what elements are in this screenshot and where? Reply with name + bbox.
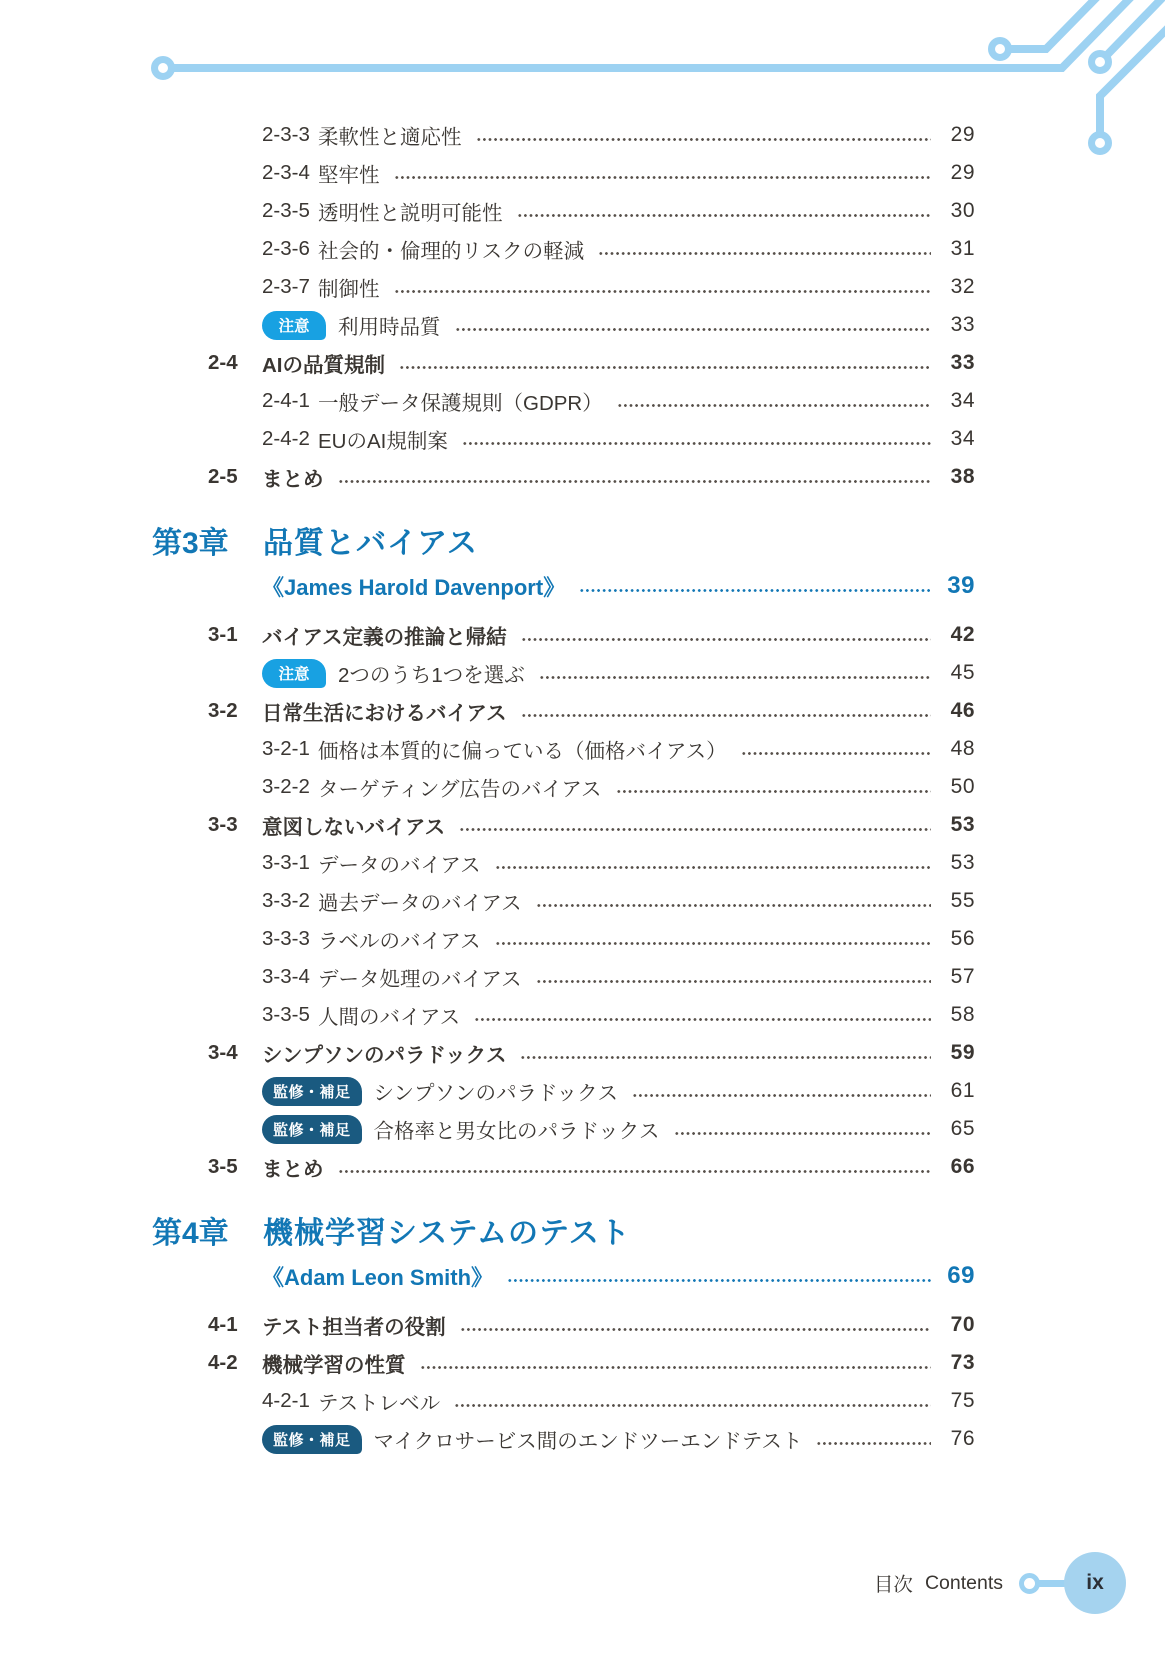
dotted-leader [617, 401, 931, 410]
dotted-leader [399, 363, 931, 372]
toc-entry-title: AIの品質規制 [262, 354, 385, 377]
toc-entry-title: データのバイアス [318, 854, 481, 877]
toc-entry-page: 75 [950, 1389, 975, 1412]
toc-entry-title: 透明性と説明可能性 [318, 202, 503, 225]
dotted-leader [579, 586, 931, 595]
toc-entry-page: 45 [950, 661, 975, 684]
toc-entry-number: 3-3-2 [262, 889, 310, 912]
dotted-leader [495, 863, 931, 872]
supervisor-note-badge: 監修・補足 [262, 1115, 362, 1144]
toc-entry [152, 230, 975, 268]
dotted-leader [394, 287, 932, 296]
dotted-leader [394, 173, 932, 182]
toc-entry-title: 過去データのバイアス [318, 892, 522, 915]
toc-entry-page: 58 [950, 1003, 975, 1026]
toc-entry [152, 116, 975, 154]
toc-list [152, 0, 975, 1458]
toc-entry-title: 機械学習の性質 [262, 1354, 406, 1377]
chapter-title: 機械学習システムのテスト [263, 1217, 631, 1250]
toc-entry-number: 2-3-3 [262, 123, 310, 146]
dotted-leader [454, 1401, 931, 1410]
toc-entry-title: まとめ [262, 1158, 324, 1181]
toc-entry-page: 66 [950, 1155, 975, 1178]
toc-entry-title: EUのAI規制案 [318, 430, 448, 453]
page-number-bubble [1064, 1552, 1126, 1614]
dotted-leader [598, 249, 931, 258]
toc-entry-page: 33 [950, 351, 975, 374]
toc-entry-title: シンプソンのパラドックス [262, 1044, 507, 1067]
toc-entry-number: 3-3-3 [262, 927, 310, 950]
toc-entry-page: 61 [950, 1079, 975, 1102]
toc-entry-number: 3-4 [208, 1041, 238, 1064]
circuit-trace [1011, 0, 1100, 49]
circuit-node-icon [992, 41, 1009, 58]
toc-entry-page: 46 [950, 699, 975, 722]
toc-entry-page: 48 [950, 737, 975, 760]
toc-entry-number: 3-2-2 [262, 775, 310, 798]
toc-entry [152, 692, 975, 730]
toc-entry-number: 2-3-4 [262, 161, 310, 184]
toc-entry [152, 344, 975, 382]
toc-entry-title: バイアス定義の推論と帰結 [262, 626, 507, 649]
toc-entry-page: 34 [950, 389, 975, 412]
toc-entry-page: 56 [950, 927, 975, 950]
toc-entry [152, 1034, 975, 1072]
toc-entry [152, 382, 975, 420]
dotted-leader [455, 325, 932, 334]
dotted-leader [507, 1276, 931, 1285]
toc-entry-title: シンプソンのパラドックス [373, 1082, 618, 1105]
toc-entry [152, 806, 975, 844]
toc-entry [152, 996, 975, 1034]
toc-entry-number: 3-2-1 [262, 737, 310, 760]
toc-entry [152, 1420, 975, 1458]
toc-entry-page: 73 [950, 1351, 975, 1374]
dotted-leader [420, 1363, 932, 1372]
dotted-leader [520, 1053, 931, 1062]
dotted-leader [495, 939, 931, 948]
dotted-leader [474, 1015, 931, 1024]
toc-entry [152, 958, 975, 996]
toc-entry-page: 65 [950, 1117, 975, 1140]
toc-entry-title: テストレベル [318, 1392, 441, 1415]
toc-entry [152, 458, 975, 496]
footer-node-icon [1019, 1573, 1040, 1594]
chapter-number: 第3章 [152, 527, 229, 560]
toc-entry-number: 2-3-7 [262, 275, 310, 298]
chapter-author: 《James Harold Davenport》 [262, 574, 566, 600]
toc-entry-number: 3-3-4 [262, 965, 310, 988]
circuit-node-icon [1092, 135, 1109, 152]
note-badge: 注意 [262, 659, 326, 688]
chapter-heading [152, 518, 975, 564]
toc-entry-number: 3-5 [208, 1155, 238, 1178]
chapter-author: 《Adam Leon Smith》 [262, 1264, 494, 1290]
dotted-leader [521, 635, 931, 644]
dotted-leader [816, 1439, 931, 1448]
toc-entry-number: 3-1 [208, 623, 238, 646]
dotted-leader [338, 477, 932, 486]
toc-entry-page: 53 [950, 851, 975, 874]
toc-entry [152, 616, 975, 654]
toc-entry [152, 882, 975, 920]
toc-entry-page: 29 [950, 161, 975, 184]
toc-entry-page: 32 [950, 275, 975, 298]
toc-entry-page: 53 [950, 813, 975, 836]
toc-entry-title: 利用時品質 [338, 316, 441, 339]
toc-entry [152, 844, 975, 882]
dotted-leader [521, 711, 931, 720]
toc-entry-title: 柔軟性と適応性 [318, 126, 462, 149]
toc-entry-title: 2つのうち1つを選ぶ [338, 664, 525, 687]
toc-entry-page: 76 [950, 1427, 975, 1450]
footer-connector-line [1038, 1580, 1066, 1587]
toc-entry-number: 3-2 [208, 699, 238, 722]
toc-entry-page: 70 [950, 1313, 975, 1336]
toc-entry [152, 1072, 975, 1110]
toc-entry-title: 社会的・倫理的リスクの軽減 [318, 240, 585, 263]
toc-entry [152, 654, 975, 692]
toc-entry-number: 3-3 [208, 813, 238, 836]
toc-entry-number: 2-3-6 [262, 237, 310, 260]
note-badge: 注意 [262, 311, 326, 340]
dotted-leader [338, 1167, 932, 1176]
toc-entry-title: 制御性 [318, 278, 380, 301]
footer-section-jp: 目次 [873, 1574, 913, 1596]
toc-entry-page: 33 [950, 313, 975, 336]
toc-entry-number: 2-4 [208, 351, 238, 374]
toc-entry-number: 3-3-5 [262, 1003, 310, 1026]
toc-entry [152, 420, 975, 458]
toc-entry-page: 69 [947, 1262, 975, 1289]
toc-entry [152, 192, 975, 230]
dotted-leader [674, 1129, 932, 1138]
dotted-leader [517, 211, 932, 220]
supervisor-note-badge: 監修・補足 [262, 1077, 362, 1106]
toc-entry-page: 42 [950, 623, 975, 646]
toc-entry-title: データ処理のバイアス [318, 968, 522, 991]
toc-entry [152, 1148, 975, 1186]
toc-entry-page: 57 [950, 965, 975, 988]
chapter-author-row [152, 1254, 975, 1298]
dotted-leader [462, 439, 931, 448]
dotted-leader [459, 825, 931, 834]
toc-entry-title: まとめ [262, 468, 324, 491]
toc-entry-title: 合格率と男女比のパラドックス [373, 1120, 660, 1143]
chapter-heading [152, 1208, 975, 1254]
supervisor-note-badge: 監修・補足 [262, 1425, 362, 1454]
dotted-leader [476, 135, 932, 144]
toc-entry-page: 39 [947, 572, 975, 599]
chapter-title: 品質とバイアス [263, 527, 478, 560]
footer-section-en: Contents [924, 1571, 1003, 1594]
dotted-leader [460, 1325, 931, 1334]
toc-entry-page: 31 [950, 237, 975, 260]
toc-entry-page: 59 [950, 1041, 975, 1064]
toc-entry-number: 2-5 [208, 465, 238, 488]
toc-entry-title: マイクロサービス間のエンドツーエンドテスト [373, 1430, 803, 1453]
toc-entry-page: 55 [950, 889, 975, 912]
toc-entry-page: 30 [950, 199, 975, 222]
toc-entry-title: 日常生活におけるバイアス [262, 702, 507, 725]
toc-entry-number: 4-2 [208, 1351, 238, 1374]
toc-entry-title: 一般データ保護規則（GDPR） [318, 392, 603, 415]
toc-entry [152, 306, 975, 344]
toc-entry [152, 920, 975, 958]
toc-entry-number: 3-3-1 [262, 851, 310, 874]
dotted-leader [536, 901, 931, 910]
toc-entry-page: 38 [950, 465, 975, 488]
circuit-trace [1100, 22, 1165, 132]
toc-entry [152, 154, 975, 192]
dotted-leader [632, 1091, 931, 1100]
toc-entry-title: ラベルのバイアス [318, 930, 481, 953]
toc-entry-number: 2-3-5 [262, 199, 310, 222]
toc-entry-title: 意図しないバイアス [262, 816, 446, 839]
toc-entry-title: 人間のバイアス [318, 1006, 461, 1029]
toc-entry [152, 1110, 975, 1148]
toc-entry-number: 2-4-2 [262, 427, 310, 450]
toc-entry-number: 2-4-1 [262, 389, 310, 412]
toc-entry-number: 4-1 [208, 1313, 238, 1336]
toc-entry-title: 価格は本質的に偏っている（価格バイアス） [318, 740, 727, 763]
circuit-trace [1107, 0, 1165, 55]
toc-entry-title: テスト担当者の役割 [262, 1316, 446, 1339]
toc-entry-title: 堅牢性 [318, 164, 380, 187]
toc-entry [152, 1382, 975, 1420]
toc-entry-title: ターゲティング広告のバイアス [318, 778, 602, 801]
toc-entry [152, 1306, 975, 1344]
footer-section-label [874, 1569, 1003, 1597]
chapter-author-row [152, 564, 975, 608]
toc-entry [152, 1344, 975, 1382]
dotted-leader [536, 977, 931, 986]
dotted-leader [539, 673, 931, 682]
toc-entry-number: 4-2-1 [262, 1389, 310, 1412]
page-number: ix [1086, 1571, 1104, 1594]
page-footer [874, 1552, 1126, 1614]
circuit-node-icon [1092, 54, 1109, 71]
dotted-leader [741, 749, 931, 758]
toc-entry-page: 34 [950, 427, 975, 450]
toc-entry-page: 29 [950, 123, 975, 146]
toc-entry [152, 268, 975, 306]
toc-entry [152, 730, 975, 768]
toc-entry-page: 50 [950, 775, 975, 798]
toc-entry [152, 768, 975, 806]
chapter-number: 第4章 [152, 1217, 229, 1250]
dotted-leader [616, 787, 931, 796]
